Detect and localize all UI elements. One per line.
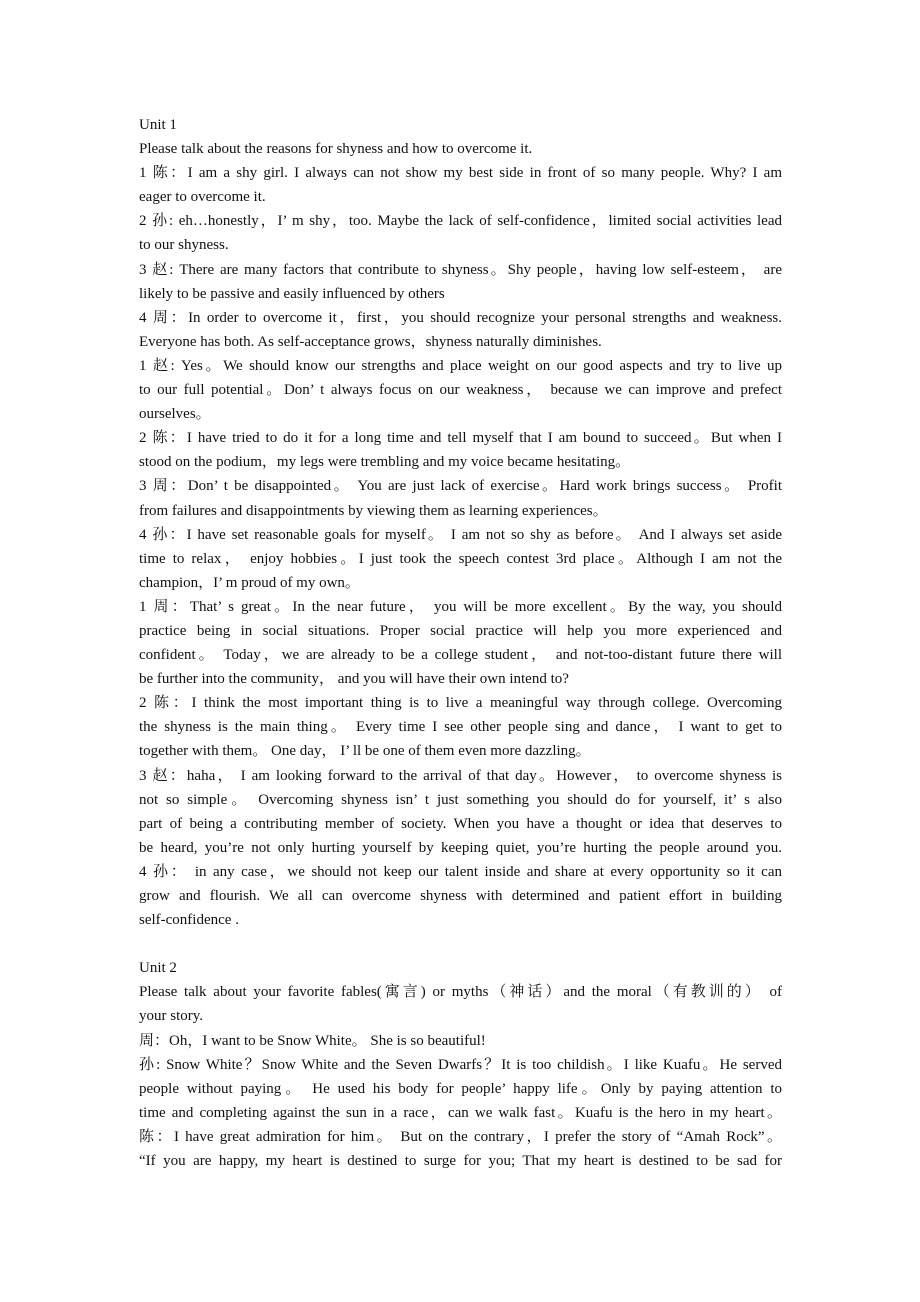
dialogue-line: confident。 Today，we are already to be a college student， and not-too-distant future there will [139,647,782,664]
dialogue-line: from failures and disappointments by viewing them as learning experiences。 [139,502,608,519]
dialogue-line: self-confidence . [139,912,239,929]
dialogue-line: 4 孙：I have set reasonable goals for myself。 I am not so shy as before。 And I always set aside [139,526,782,543]
dialogue-line: 2 陈：I think the most important thing is to live a meaningful way through college. Overcoming [139,695,782,712]
dialogue-line: 4 周：In order to overcome it，first，you should recognize your personal strengths and weakness. [139,309,782,326]
dialogue-line: to our full potential。Don’ t always focus on our weakness， because we can improve and prefect [139,382,782,399]
dialogue-line: likely to be passive and easily influenced by others [139,285,445,302]
dialogue-line: 3 周：Don’ t be disappointed。 You are just lack of exercise。Hard work brings success。 Profit [139,478,782,495]
dialogue-line: part of being a contributing member of society. When you have a thought or idea that deserves to [139,815,782,832]
dialogue-line: together with them。 One day， I’ ll be one of them even more dazzling。 [139,743,591,760]
dialogue-line: 3 赵：haha， I am looking forward to the arrival of that day。However， to overcome shyness is [139,767,782,784]
dialogue-line: to our shyness. [139,237,229,254]
unit2-heading: Unit 2 [139,960,177,977]
dialogue-line: 周：Oh，I want to be Snow White。 She is so beautiful! [139,1032,486,1049]
dialogue-line: 陈：I have great admiration for him。 But on the contrary，I prefer the story of “Amah Rock”。 [139,1128,782,1145]
unit1-prompt: Please talk about the reasons for shyness and how to overcome it. [139,141,533,158]
dialogue-line: be heard, you’re not only hurting yourself by keeping quiet, you’re hurting the people around you. [139,839,782,856]
dialogue-line: 1 陈：I am a shy girl. I always can not show my best side in front of so many people. Why? I am [139,165,782,182]
dialogue-line: Everyone has both. As self-acceptance grows，shyness naturally diminishes. [139,333,602,350]
dialogue-line: ourselves。 [139,406,211,423]
dialogue-line: practice being in social situations. Proper social practice will help you more experienced and [139,622,782,639]
dialogue-line: 孙: Snow White？Snow White and the Seven Dwarfs？It is too childish。I like Kuafu。He served [139,1056,782,1073]
dialogue-line: people without paying。 He used his body for people’ happy life。Only by paying attention to [139,1080,782,1097]
dialogue-line: eager to overcome it. [139,189,266,206]
dialogue-line: stood on the podium，my legs were trembling and my voice became hesitating。 [139,454,631,471]
dialogue-line: not so simple。 Overcoming shyness isn’ t just something you should do for yourself, it’ s also [139,791,782,808]
dialogue-line: 2 孙: eh…honestly，I’ m shy，too. Maybe the lack of self-confidence，limited social activities lead [139,213,782,230]
unit2-prompt: Please talk about your favorite fables(寓言) or myths（神话）and the moral（有教训的） of [139,984,782,1001]
dialogue-line: time and completing against the sun in a race，can we walk fast。Kuafu is the hero in my heart。 [139,1104,782,1121]
unit1-heading: Unit 1 [139,117,177,133]
dialogue-line: the shyness is the main thing。 Every time I see other people sing and dance， I want to get to [139,719,782,736]
dialogue-line: “If you are happy, my heart is destined to surge for you; That my heart is destined to be sad for [139,1153,782,1170]
section-spacer [139,932,782,956]
dialogue-line: 1 赵: Yes。We should know our strengths and place weight on our good aspects and try to live up [139,357,782,374]
dialogue-line: champion，I’ m proud of my own。 [139,574,360,591]
dialogue-line: 2 陈：I have tried to do it for a long time and tell myself that I am bound to succeed。But when I [139,430,782,447]
dialogue-line: 1 周：That’ s great。In the near future， you will be more excellent。By the way, you should [139,598,782,615]
dialogue-line: be further into the community， and you will have their own intend to? [139,671,569,688]
dialogue-line: 3 赵: There are many factors that contribute to shyness。Shy people，having low self-esteem， are [139,261,782,278]
dialogue-line: time to relax， enjoy hobbies。I just took the speech contest 3rd place。Although I am not the [139,550,782,567]
dialogue-line: 4 孙： in any case，we should not keep our talent inside and share at every opportunity so it can [139,863,782,880]
unit2-prompt: your story. [139,1008,204,1025]
dialogue-line: grow and flourish. We all can overcome shyness with determined and patient effort in building [139,888,782,904]
document-page [139,113,782,1173]
